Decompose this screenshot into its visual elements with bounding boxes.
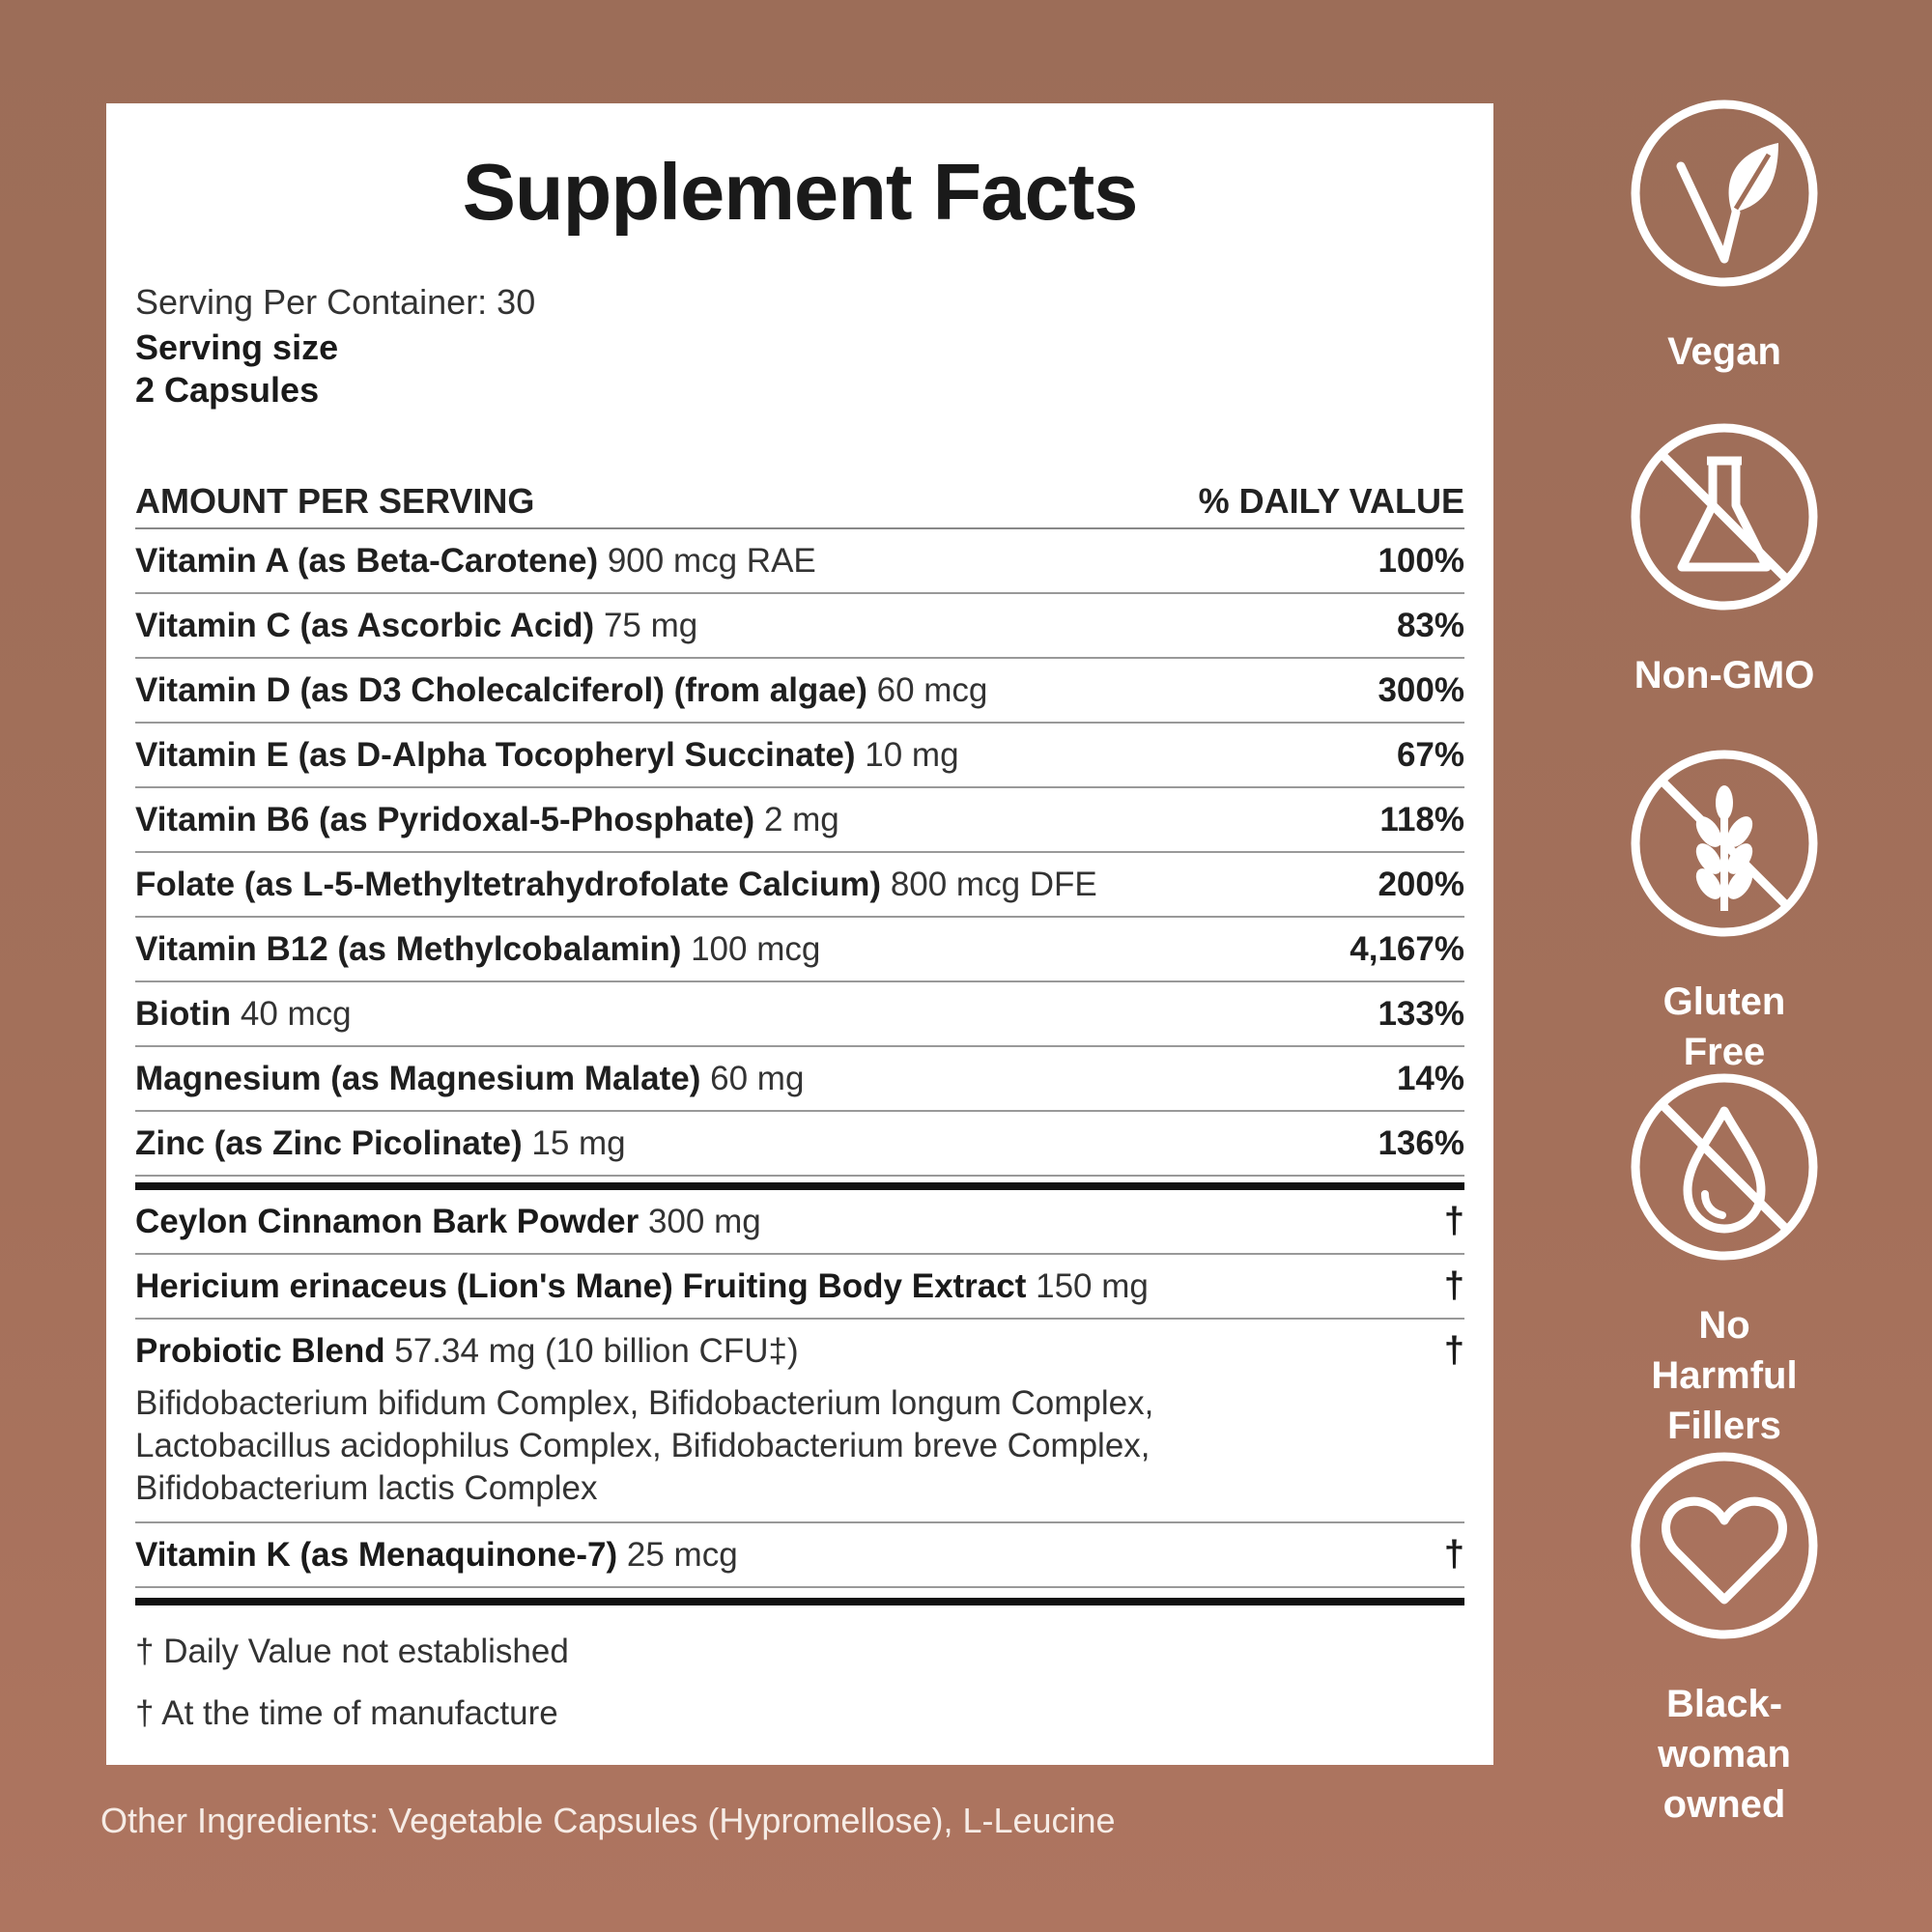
badge-no-fillers (1623, 1070, 1826, 1451)
no-fillers-drop-icon (1628, 1070, 1821, 1264)
nutrient-daily-value: 200% (1378, 865, 1464, 903)
nutrient-name: Vitamin E (as D-Alpha Tocopheryl Succinate) (135, 735, 856, 774)
probiotic-name: Probiotic Blend (135, 1331, 385, 1370)
heart-icon (1628, 1449, 1821, 1642)
nutrient-amount: 60 mcg (876, 670, 988, 709)
nutrient-daily-value: 14% (1396, 1059, 1464, 1097)
footnote-daily-value: † Daily Value not established (135, 1633, 569, 1670)
no-gmo-flask-icon (1628, 420, 1821, 613)
badge-label: Gluten Free (1662, 980, 1786, 1073)
other-name: Ceylon Cinnamon Bark Powder (135, 1202, 639, 1240)
gluten-free-wheat-icon (1628, 747, 1821, 940)
badge-black-woman-owned (1623, 1449, 1826, 1830)
nutrient-name: Folate (as L-5-Methyltetrahydrofolate Calcium) (135, 865, 882, 903)
badge-gluten-free (1623, 747, 1826, 1077)
panel-title: Supplement Facts (462, 147, 1138, 237)
badge-non-gmo (1623, 420, 1826, 700)
nutrient-amount: 900 mcg RAE (607, 541, 816, 580)
other-name: Hericium erinaceus (Lion's Mane) Fruiting Body Extract (135, 1266, 1027, 1305)
nutrient-name: Vitamin A (as Beta-Carotene) (135, 541, 599, 580)
footnote-manufacture: † At the time of manufacture (135, 1694, 558, 1732)
vegan-leaf-icon (1628, 97, 1821, 290)
nutrient-amount: 15 mg (531, 1123, 626, 1162)
serving-per-container: Serving Per Container: 30 (135, 282, 536, 322)
probiotic-description: Bifidobacterium bifidum Complex, Bifidobacterium longum Complex, Lactobacillus acidophilus Complex, Bifidobacterium breve Complex, Bifidobacterium lactis Complex (135, 1384, 1154, 1507)
thick-divider (135, 1182, 1464, 1190)
nutrient-amount: 2 mg (763, 800, 839, 838)
nutrient-row (135, 918, 1464, 982)
header-daily-value: % DAILY VALUE (1198, 481, 1464, 521)
nutrient-amount: 800 mcg DFE (890, 865, 1097, 903)
supplement-facts-panel (106, 103, 1493, 1765)
probiotic-dv: † (1443, 1330, 1464, 1371)
nutrient-name: Vitamin D (as D3 Cholecalciferol) (from algae) (135, 670, 867, 709)
nutrient-amount: 10 mg (865, 735, 959, 774)
vitamin-k-amount: 25 mcg (626, 1535, 738, 1574)
thick-divider-bottom (135, 1598, 1464, 1605)
badge-label: Non-GMO (1634, 654, 1815, 696)
nutrient-name: Vitamin C (as Ascorbic Acid) (135, 606, 595, 644)
nutrient-row (135, 1047, 1464, 1112)
nutrient-name: Zinc (as Zinc Picolinate) (135, 1123, 523, 1162)
serving-size-label: Serving size (135, 327, 339, 367)
nutrient-row (135, 659, 1464, 724)
badge-vegan (1623, 97, 1826, 377)
other-ingredient-list (135, 1190, 1464, 1320)
badge-label: Black-woman owned (1658, 1683, 1791, 1826)
other-daily-value: † (1443, 1265, 1464, 1306)
nutrient-name: Vitamin B12 (as Methylcobalamin) (135, 929, 682, 968)
nutrient-list (135, 529, 1464, 1177)
other-amount: 150 mg (1036, 1266, 1149, 1305)
nutrient-amount: 40 mcg (240, 994, 352, 1033)
vitamin-k-row (135, 1523, 1464, 1588)
nutrient-daily-value: 4,167% (1350, 929, 1464, 968)
nutrient-daily-value: 67% (1396, 735, 1464, 774)
probiotic-row (135, 1320, 1464, 1523)
header-amount: AMOUNT PER SERVING (135, 481, 535, 521)
nutrient-name: Magnesium (as Magnesium Malate) (135, 1059, 701, 1097)
nutrient-daily-value: 83% (1396, 606, 1464, 644)
nutrient-amount: 100 mcg (691, 929, 821, 968)
nutrient-name: Vitamin B6 (as Pyridoxal-5-Phosphate) (135, 800, 755, 838)
nutrient-daily-value: 118% (1379, 800, 1464, 838)
probiotic-amount: 57.34 mg (10 billion CFU‡) (394, 1331, 799, 1370)
nutrient-row (135, 1112, 1464, 1177)
nutrient-row (135, 594, 1464, 659)
nutrient-name: Biotin (135, 994, 232, 1033)
nutrient-daily-value: 133% (1378, 994, 1464, 1033)
vitamin-k-dv: † (1443, 1534, 1464, 1575)
other-daily-value: † (1443, 1201, 1464, 1241)
badge-label: Vegan (1667, 330, 1781, 373)
table-header (135, 469, 1464, 529)
nutrient-daily-value: 100% (1378, 541, 1464, 580)
nutrient-daily-value: 300% (1378, 670, 1464, 709)
nutrient-row (135, 529, 1464, 594)
nutrient-row (135, 853, 1464, 918)
badge-label: No Harmful Fillers (1651, 1304, 1798, 1447)
nutrient-row (135, 788, 1464, 853)
other-ingredients: Other Ingredients: Vegetable Capsules (Hypromellose), L-Leucine (100, 1801, 1116, 1840)
nutrient-amount: 60 mg (710, 1059, 805, 1097)
other-amount: 300 mg (647, 1202, 761, 1240)
other-row (135, 1190, 1464, 1255)
nutrient-row (135, 724, 1464, 788)
nutrient-daily-value: 136% (1378, 1123, 1464, 1162)
vitamin-k-name: Vitamin K (as Menaquinone-7) (135, 1535, 618, 1574)
other-row (135, 1255, 1464, 1320)
nutrient-amount: 75 mg (603, 606, 698, 644)
nutrient-row (135, 982, 1464, 1047)
serving-size-value: 2 Capsules (135, 370, 320, 410)
